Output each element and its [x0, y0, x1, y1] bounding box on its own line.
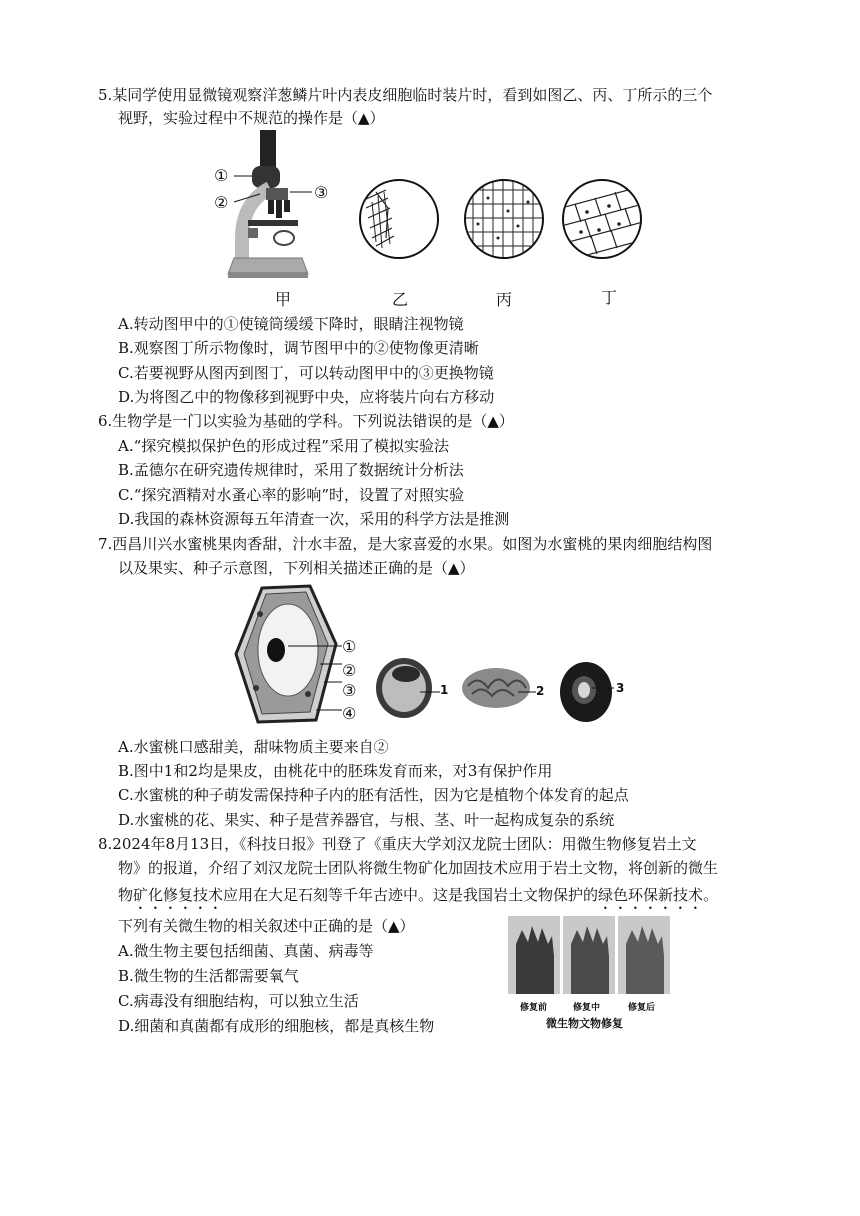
q8-line3-a: 物: [118, 886, 134, 904]
q7-option-d: D.水蜜桃的花、果实、种子是营养器官，与根、茎、叶一起构成复杂的系统: [118, 811, 615, 829]
q6-stem: 6.生物学是一门以实验为基础的学科。下列说法错误的是（▲）: [98, 412, 514, 430]
peach-fruit-section: [372, 652, 442, 722]
fig-label-jia: 甲: [275, 290, 292, 309]
cell-marker-1: ①: [342, 637, 357, 656]
peach-seed: [556, 658, 618, 724]
view-ding: [561, 178, 643, 260]
q8-stem-line3: [118, 885, 718, 913]
peach-pit: [458, 662, 540, 712]
cell-marker-4: ④: [342, 704, 357, 723]
q5-option-b: B.观察图丁所示物像时，调节图甲中的②使物像更清晰: [118, 339, 479, 357]
q8-line3-emph2: 绿色环保新技术: [598, 886, 704, 904]
view-yi: [358, 178, 440, 260]
q8-stem: 下列有关微生物的相关叙述中正确的是（▲）: [118, 917, 415, 935]
q8-option-b: B.微生物的生活都需要氧气: [118, 967, 299, 985]
view-bing: [463, 178, 545, 260]
fruit-marker-3: 3: [616, 681, 625, 695]
photo-title: 微生物文物修复: [546, 1017, 623, 1030]
q5-stem-line1: 5.某同学使用显微镜观察洋葱鳞片叶内表皮细胞临时装片时，看到如图乙、丙、丁所示的三个: [98, 86, 713, 104]
q8-option-a: A.微生物主要包括细菌、真菌、病毒等: [118, 942, 374, 960]
cell-marker-2: ②: [342, 661, 357, 680]
fig-label-ding: 丁: [601, 288, 618, 307]
q6-option-d: D.我国的森林资源每五年清查一次，采用的科学方法是推测: [118, 510, 510, 528]
q8-option-d: D.细菌和真菌都有成形的细胞核，都是真核生物: [118, 1017, 435, 1035]
q8-option-c: C.病毒没有细胞结构，可以独立生活: [118, 992, 359, 1010]
q6-option-a: A.“探究模拟保护色的形成过程”采用了模拟实验法: [118, 437, 449, 455]
q8-stem-line2: 物》的报道，介绍了刘汉龙院士团队将微生物矿化加固技术应用于岩土文物，将创新的微生: [118, 859, 719, 877]
q7-option-c: C.水蜜桃的种子萌发需保持种子内的胚有活性，因为它是植物个体发育的起点: [118, 786, 629, 804]
marker-2: ②: [214, 193, 229, 212]
peach-cell-figure: [232, 584, 344, 726]
marker-3: ③: [314, 183, 329, 202]
photo-caption-before: 修复前: [520, 1003, 548, 1013]
q8-line3-c: 应用在大足石刻等千年古迹中。这是我国岩土文物保护的: [223, 886, 599, 904]
q8-stem-line1: 8.2024年8月13日，《科技日报》刊登了《重庆大学刘汉龙院士团队：用微生物修复岩土文: [98, 835, 697, 853]
q7-option-b: B.图中1和2均是果皮，由桃花中的胚珠发育而来，对3有保护作用: [118, 762, 553, 780]
q7-stem-line2: 以及果实、种子示意图，下列相关描述正确的是（▲）: [118, 559, 475, 577]
photo-caption-after: 修复后: [628, 1003, 656, 1013]
fruit-marker-2: 2: [536, 684, 545, 698]
q5-option-a: A.转动图甲中的①使镜筒缓缓下降时，眼睛注视物镜: [118, 315, 464, 333]
fruit-marker-1: 1: [440, 683, 449, 697]
q6-option-c: C.“探究酒精对水蚤心率的影响”时，设置了对照实验: [118, 486, 465, 504]
q8-line3-e: 。: [703, 886, 719, 904]
photo-caption-during: 修复中: [573, 1003, 601, 1013]
microscope-figure: [212, 128, 342, 283]
marker-1: ①: [214, 166, 229, 185]
cell-marker-3: ③: [342, 681, 357, 700]
q7-option-a: A.水蜜桃口感甜美，甜味物质主要来自②: [118, 738, 389, 756]
fig-label-bing: 丙: [496, 290, 513, 309]
q5-option-c: C.若要视野从图丙到图丁，可以转动图甲中的③更换物镜: [118, 364, 494, 382]
q6-option-b: B.孟德尔在研究遗传规律时，采用了数据统计分析法: [118, 461, 464, 479]
restoration-photos: [508, 916, 670, 998]
q8-line3-emph1: 矿化修复技术: [133, 886, 224, 904]
q5-stem-line2: 视野，实验过程中不规范的操作是（▲）: [118, 109, 385, 127]
q7-stem-line1: 7.西昌川兴水蜜桃果肉香甜，汁水丰盈，是大家喜爱的水果。如图为水蜜桃的果肉细胞结构图: [98, 535, 713, 553]
fig-label-yi: 乙: [392, 290, 409, 309]
q5-option-d: D.为将图乙中的物像移到视野中央，应将装片向右方移动: [118, 388, 495, 406]
